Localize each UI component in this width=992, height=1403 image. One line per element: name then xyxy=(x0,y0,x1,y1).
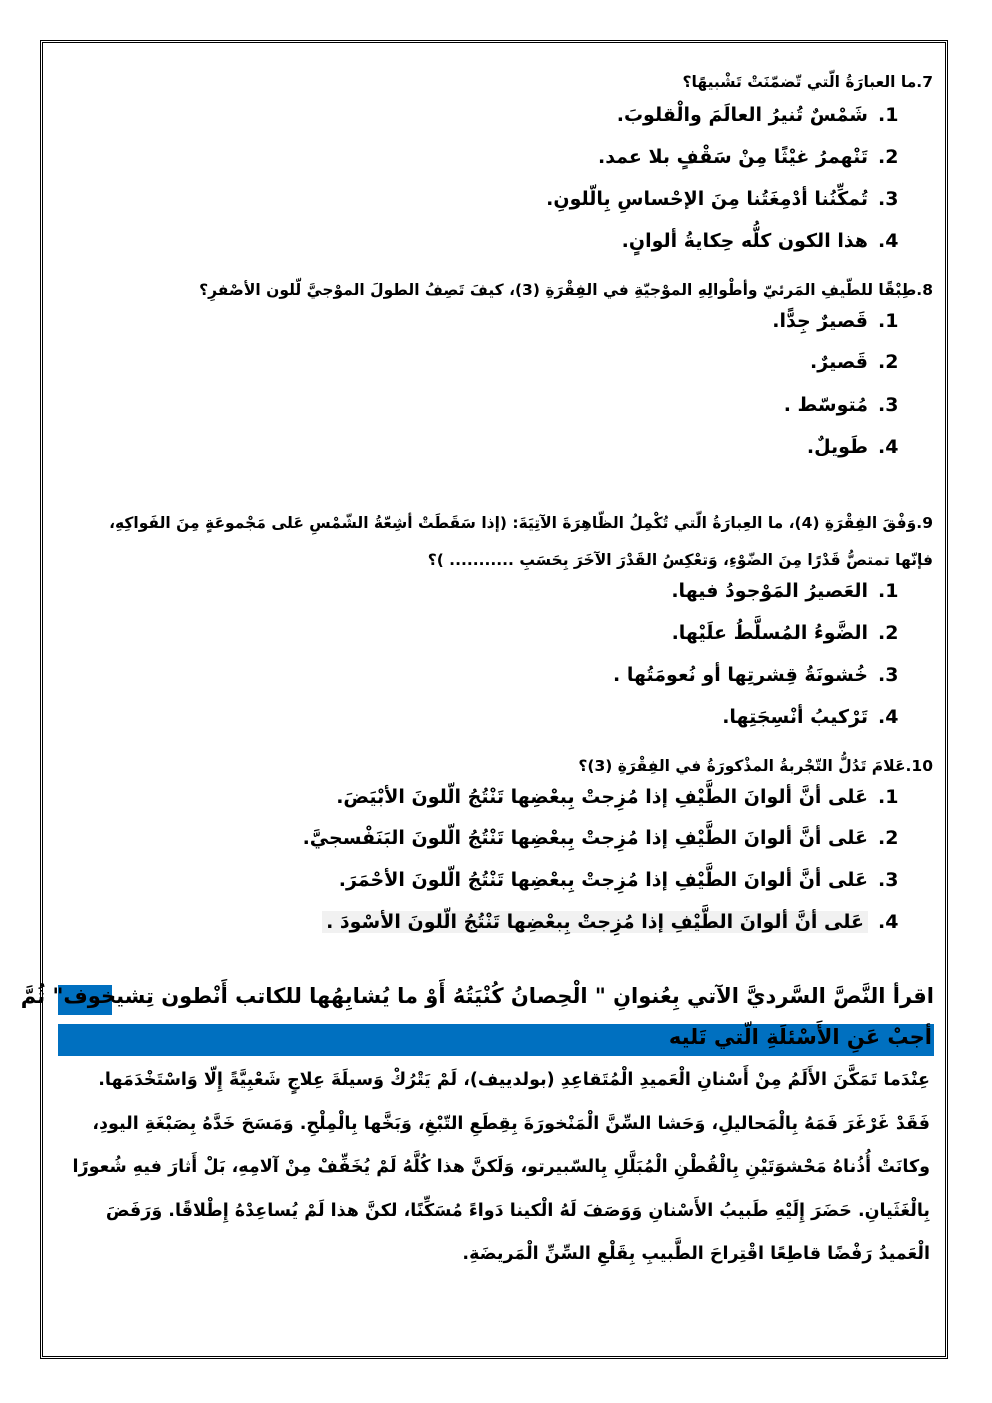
section-title-line1: اقرأ النَّصَّ السَّرديَّ الآتي بِعُنوانِ " الْحِصانُ كُنْيَتُهُ أَوْ ما يُشابِهُها للكاتب أَنْطون تِشيخوف" ثُمَّ xyxy=(20,984,934,1008)
option-number: 2. xyxy=(878,351,899,373)
option-number: 4. xyxy=(878,911,899,933)
question-7-prompt: 7.ما العبارَةُ الّتي تّضمّنَتْ تَشْبيهًا؟ xyxy=(682,73,933,91)
passage-line-5: الْعَميدُ رَفْضًا قاطِعًا اقْتِراحَ الطَّبيبِ بِقَلْعِ السِّنِّ الْمَريضَةِ. xyxy=(462,1244,930,1264)
option-number: 3. xyxy=(878,869,899,891)
section-title-line2: أجبْ عَنِ الأَسْئلَةِ الّتي تَليه xyxy=(668,1025,932,1049)
option-number: 2. xyxy=(878,827,899,849)
question-7-option-1[interactable] xyxy=(617,104,904,126)
question-10-option-2[interactable] xyxy=(303,827,904,849)
question-10-prompt: 10.عَلامَ تَدُلُّ التّجْربةُ المذْكورَةُ في الفِقْرَةِ (3)؟ xyxy=(578,757,933,775)
option-text: طَويلٌ. xyxy=(806,436,868,458)
question-9-option-1[interactable] xyxy=(671,580,904,602)
option-text: الضَّوءُ المُسلَّطُ علَيْها. xyxy=(671,622,868,644)
option-number: 4. xyxy=(878,230,899,252)
option-number: 3. xyxy=(878,188,899,210)
question-10-option-4[interactable] xyxy=(322,911,904,933)
option-text: العَصيرُ المَوْجودُ فيها. xyxy=(671,580,868,602)
question-9-option-2[interactable] xyxy=(672,622,904,644)
question-8-prompt: 8.طِبْقًا للطّيفِ المَرئيّ وأطْوالِهِ الموْجيّةِ في الفِقْرَةِ (3)، كيفَ تَصِفُ الطولَ الموْجيَّ لّلون الأصْفرِ؟ xyxy=(199,281,933,299)
option-number: 3. xyxy=(878,394,899,416)
question-10-option-3[interactable] xyxy=(339,869,904,891)
option-text: تَرْكيبُ أنْسِجَتِها. xyxy=(722,706,868,728)
option-text: شَمْسٌ تُنيرُ العالَمَ والْقلوبَ. xyxy=(616,104,868,126)
question-9-prompt-line2: فإنّها تمتصُّ قَدْرًا مِنَ الضّوْءِ، وَتعْكِسُ القَدْرَ الآخَرَ بِحَسَبِ ........... )؟ xyxy=(427,551,933,569)
question-8-option-2[interactable] xyxy=(810,351,904,373)
option-number: 4. xyxy=(878,436,899,458)
passage-line-3: وكانَتْ أُذُناهُ مَحْشوَتَيْنِ بِالْقُطْنِ الْمُبَلَّلِ بِالسّبيرتو، وَلَكنَّ هذا كُلَّهُ لَمْ يُخَفِّفْ مِنْ آلامِهِ، بَلْ أَثارَ فيهِ شُعورًا xyxy=(72,1157,930,1177)
option-number: 1. xyxy=(878,104,899,126)
question-9-option-4[interactable] xyxy=(722,706,904,728)
passage-line-2: فَقَدْ غَرْغَرَ فَمَهُ بِالْمَحاليلِ، وَحَشا السِّنَّ الْمَنْخورَةَ بِقِطَعِ التّبْغِ، وَبَخَّها بِالْمِلْحِ. وَمَسَحَ خَدَّهُ بِصَبْغَةِ اليودِ، xyxy=(92,1113,930,1134)
option-text: هذا الكون كلُّه حِكايةُ ألوانٍ. xyxy=(621,230,868,252)
option-text: عَلى أنَّ ألوانَ الطَّيْفِ إذا مُزِجتْ بِبعْضِها تَنْتُجُ الّلونَ الأبْيَضَ. xyxy=(336,786,868,808)
option-text: تُمكِّنُنا أدْمِغَتُنا مِنَ الإحْساسِ بِالّلونِ. xyxy=(546,188,868,210)
question-8-option-3[interactable] xyxy=(784,394,904,416)
question-10-option-1[interactable] xyxy=(336,786,904,808)
option-number: 1. xyxy=(878,580,899,602)
question-9-option-3[interactable] xyxy=(613,664,904,686)
option-number: 2. xyxy=(878,622,899,644)
question-9-prompt-line1: 9.وَفْقَ الفِقْرَةِ (4)، ما العِبارَةُ الّتي تُكْمِلُ الظّاهِرَةَ الآتِيَةَ: (إذا سَقَطَتْ أشِعّةُ الشّمْسِ عَلى مَجْموعَةٍ مِنَ الفَواكِهِ، xyxy=(109,514,933,532)
option-text: خُشونَةُ قِشرتِها أو نُعومَتُها . xyxy=(613,664,868,686)
passage-line-1: عِنْدَما تَمَكَّنَ الأَلَمُ مِنْ أَسْنانِ الْعَميدِ الْمُتَقاعِدِ (بولدييف)، لَمْ يَتْرُكْ وَسيلَةَ عِلاجٍ شَعْبِيَّةً إِلّا وَاسْتَخْدَمَها. xyxy=(98,1070,930,1090)
option-number: 3. xyxy=(878,664,899,686)
option-text: قَصيرٌ جِدًّا. xyxy=(772,310,868,332)
question-7-option-4[interactable] xyxy=(622,230,904,252)
question-8-option-4[interactable] xyxy=(807,436,904,458)
option-number: 4. xyxy=(878,706,899,728)
option-text: مُتوسّط . xyxy=(783,394,868,416)
option-number: 1. xyxy=(878,786,899,808)
option-text: عَلى أنَّ ألوانَ الطَّيْفِ إذا مُزِجتْ بِبعْضِها تَنْتُجُ الّلونَ البَنَفْسجيَّ. xyxy=(302,827,868,849)
option-text: تَنْهمرُ غيْثًا مِنْ سَقْفٍ بلا عمد. xyxy=(597,146,868,168)
option-number: 2. xyxy=(878,146,899,168)
passage-line-4: بِالْغَثَيانِ. حَضَرَ إِلَيْهِ طَبيبُ الأَسْنانِ وَوَصَفَ لَهُ الْكينا دَواءً مُسَكِّنًا، لكنَّ هذا لَمْ يُساعِدْهُ إِطْلاقًا. وَرَفَضَ xyxy=(105,1200,930,1221)
option-text: عَلى أنَّ ألوانَ الطَّيْفِ إذا مُزِجتْ بِبعْضِها تَنْتُجُ الّلونَ الأحْمَرَ. xyxy=(338,869,868,891)
reading-passage xyxy=(62,1059,930,1277)
option-text: عَلى أنَّ ألوانَ الطَّيْفِ إذا مُزِجتْ بِبعْضِها تَنْتُجُ الّلونَ الأسْودَ . xyxy=(322,911,868,933)
question-7-option-2[interactable] xyxy=(598,146,904,168)
question-7-option-3[interactable] xyxy=(546,188,904,210)
question-8-option-1[interactable] xyxy=(772,310,904,332)
option-number: 1. xyxy=(878,310,899,332)
option-text: قَصيرٌ. xyxy=(810,351,868,373)
